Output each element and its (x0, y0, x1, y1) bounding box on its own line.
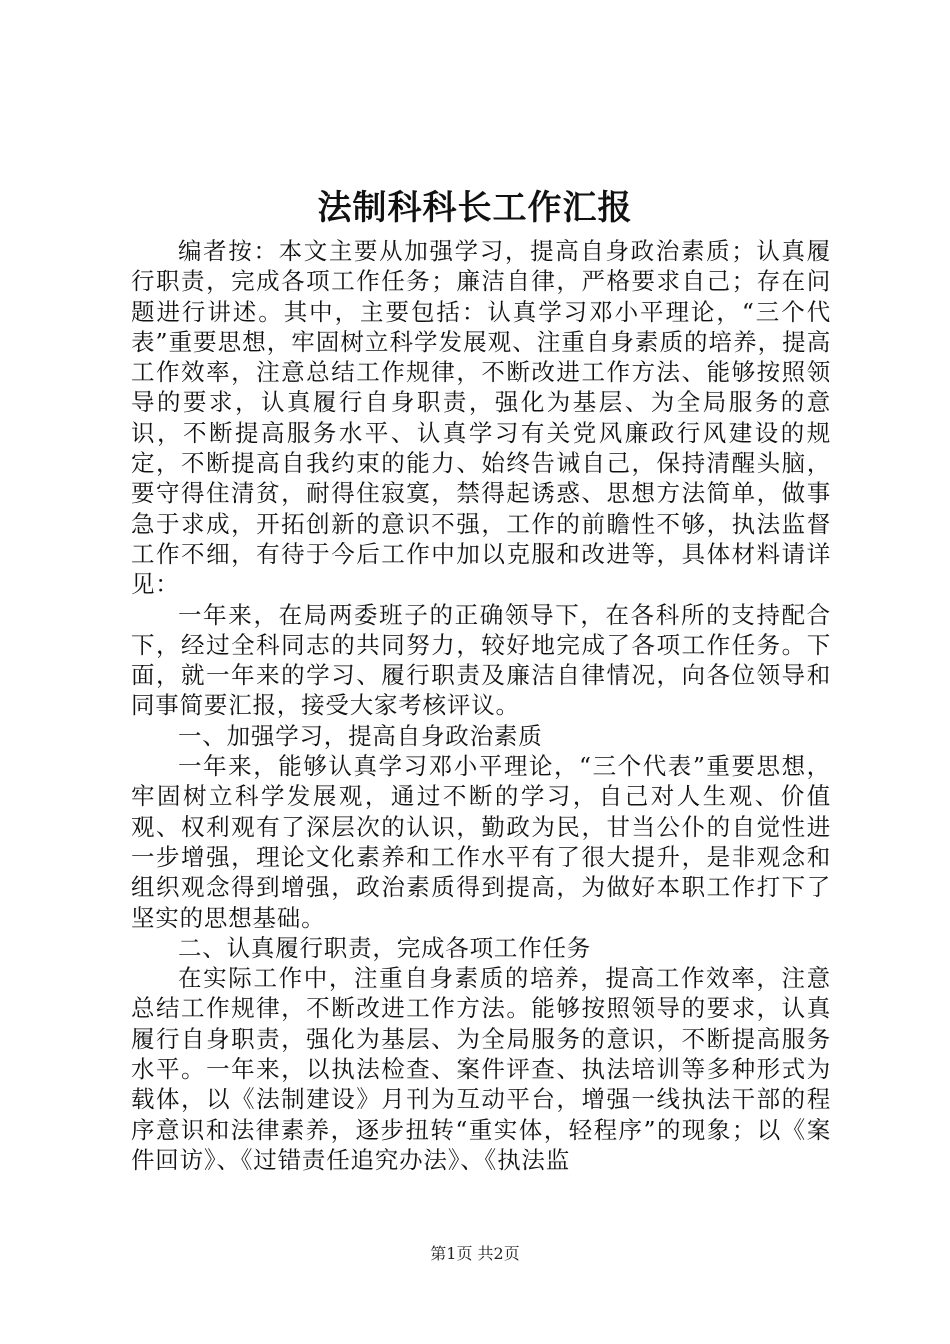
section-heading-2: 二、认真履行职责，完成各项工作任务 (178, 933, 592, 962)
section-heading-1: 一、加强学习，提高自身政治素质 (178, 721, 543, 750)
intro-paragraph: 一年来，在局两委班子的正确领导下，在各科所的支持配合下，经过全科同志的共同努力，较好地完成了各项工作任务。下面，就一年来的学习、履行职责及廉洁自律情况，向各位领导和同事简要汇报，接受大家考核评议。 (131, 600, 831, 720)
document-title: 法制科科长工作汇报 (317, 188, 633, 228)
section-1-paragraph: 一年来，能够认真学习邓小平理论，“三个代表”重要思想，牢固树立科学发展观，通过不断的学习，自己对人生观、价值观、权利观有了深层次的认识，勤政为民，甘当公仆的自觉性进一步增强，理论文化素养和工作水平有了很大提升，是非观念和组织观念得到增强，政治素质得到提高，为做好本职工作打下了坚实的思想基础。 (131, 752, 831, 932)
editor-note-paragraph: 编者按：本文主要从加强学习，提高自身政治素质；认真履行职责，完成各项工作任务；廉洁自律，严格要求自己；存在问题进行讲述。其中，主要包括：认真学习邓小平理论，“三个代表”重要思想，牢固树立科学发展观、注重自身素质的培养，提高工作效率，注意总结工作规律，不断改进工作方法、能够按照领导的要求，认真履行自身职责，强化为基层、为全局服务的意识，不断提高服务水平、认真学习有关党风廉政行风建设的规定，不断提高自我约束的能力、始终告诫自己，保持清醒头脑，要守得住清贫，耐得住寂寞，禁得起诱惑、思想方法简单，做事急于求成，开拓创新的意识不强，工作的前瞻性不够，执法监督工作不细，有待于今后工作中加以克服和改进等，具体材料请详见： (131, 237, 831, 599)
page-number-footer: 第1页 共2页 (430, 1244, 520, 1263)
section-2-paragraph: 在实际工作中，注重自身素质的培养，提高工作效率，注意总结工作规律，不断改进工作方法。能够按照领导的要求，认真履行自身职责，强化为基层、为全局服务的意识，不断提高服务水平。一年来，以执法检查、案件评查、执法培训等多种形式为载体，以《法制建设》月刊为互动平台，增强一线执法干部的程序意识和法律素养，逐步扭转“重实体，轻程序”的现象；以《案件回访》、《过错责任追究办法》、《执法监 (131, 964, 831, 1174)
document-body (131, 236, 831, 1175)
